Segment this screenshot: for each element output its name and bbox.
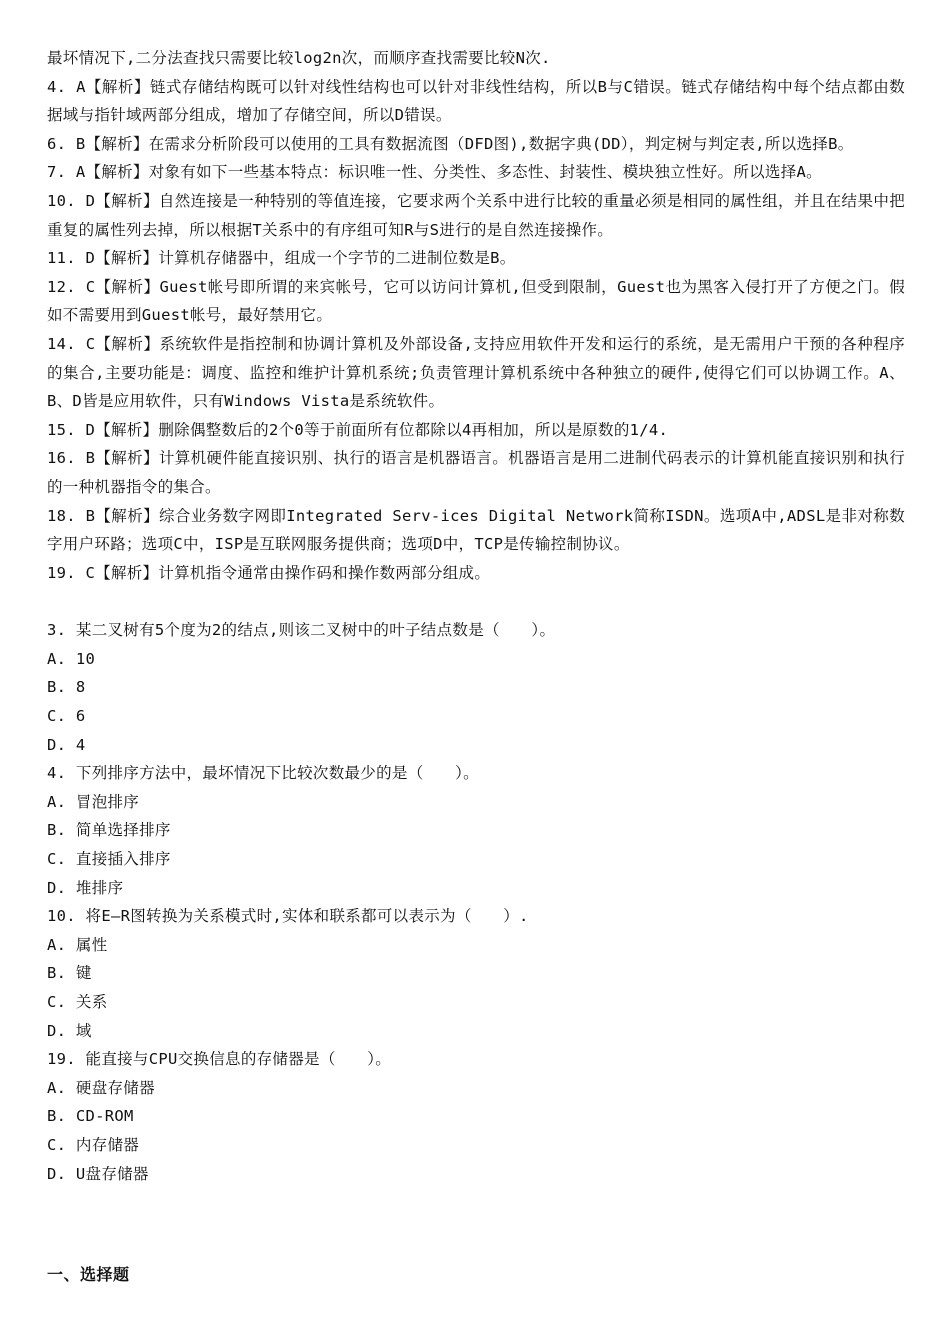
section-heading: 一、选择题 xyxy=(47,1265,130,1284)
question-block xyxy=(47,759,905,902)
answer-explanation: 19. C【解析】计算机指令通常由操作码和操作数两部分组成。 xyxy=(47,563,491,582)
question-option: C. 关系 xyxy=(47,993,108,1011)
question-option: D. 域 xyxy=(47,1021,92,1040)
answer-explanation: 16. B【解析】计算机硬件能直接识别、执行的语言是机器语言。机器语言是用二进制代码表示的计算机能直接识别和执行的一种机器指令的集合。 xyxy=(47,449,905,496)
question-stem: 19. 能直接与CPU交换信息的存储器是（ ）。 xyxy=(47,1050,392,1069)
question-stem: 10. 将E—R图转换为关系模式时,实体和联系都可以表示为（ ）. xyxy=(47,907,529,926)
question-stem: 4. 下列排序方法中，最坏情况下比较次数最少的是（ ）。 xyxy=(47,764,479,783)
question-option: D. 4 xyxy=(47,735,86,754)
question-option: B. 8 xyxy=(47,678,86,697)
question-option: B. CD-ROM xyxy=(47,1107,134,1126)
question-block xyxy=(47,616,905,759)
answer-explanation: 14. C【解析】系统软件是指控制和协调计算机及外部设备,支持应用软件开发和运行的系统，是无需用户干预的各种程序的集合,主要功能是：调度、监控和维护计算机系统;负责管理计算机系统中各种独立的硬件,使得它们可以协调工作。A、B、D皆是应用软件，只有Windows Vista是系统软件。 xyxy=(47,334,905,411)
question-option: C. 内存储器 xyxy=(47,1135,140,1154)
question-option: A. 硬盘存储器 xyxy=(47,1078,155,1097)
answer-explanation: 4. A【解析】链式存储结构既可以针对线性结构也可以针对非线性结构，所以B与C错误。链式存储结构中每个结点都由数据域与指针域两部分组成，增加了存储空间，所以D错误。 xyxy=(47,77,905,125)
question-option: D. 堆排序 xyxy=(47,878,124,897)
question-stem: 3. 某二叉树有5个度为2的结点,则该二叉树中的叶子结点数是（ ）。 xyxy=(47,621,556,640)
question-option: B. 简单选择排序 xyxy=(47,821,171,840)
answer-explanation: 12. C【解析】Guest帐号即所谓的来宾帐号，它可以访问计算机,但受到限制，Guest也为黑客入侵打开了方便之门。假如不需要用到Guest帐号，最好禁用它。 xyxy=(47,277,905,325)
answer-explanation: 7. A【解析】对象有如下一些基本特点：标识唯一性、分类性、多态性、封装性、模块独立性好。所以选择A。 xyxy=(47,163,822,182)
answer-explanation: 11. D【解析】计算机存储器中，组成一个字节的二进制位数是B。 xyxy=(47,249,516,268)
question-option: D. U盘存储器 xyxy=(47,1164,149,1183)
answer-line: 最坏情况下,二分法查找只需要比较log2n次，而顺序查找需要比较N次. xyxy=(47,49,551,67)
question-option: A. 冒泡排序 xyxy=(47,792,140,811)
answer-explanation: 15. D【解析】删除偶整数后的2个0等于前面所有位都除以4再相加，所以是原数的1/4. xyxy=(47,420,669,439)
question-block xyxy=(47,1045,905,1188)
question-option: C. 6 xyxy=(47,707,86,726)
answer-explanation: 10. D【解析】自然连接是一种特别的等值连接，它要求两个关系中进行比较的重量必须是相同的属性组，并且在结果中把重复的属性列去掉，所以根据T关系中的有序组可知R与S进行的是自然连接操作。 xyxy=(47,191,905,239)
answer-explanation: 6. B【解析】在需求分析阶段可以使用的工具有数据流图（DFD图),数据字典(DD），判定树与判定表,所以选择B。 xyxy=(47,134,854,153)
question-option: C. 直接插入排序 xyxy=(47,850,171,869)
question-option: A. 属性 xyxy=(47,935,108,954)
question-block xyxy=(47,902,905,1045)
question-option: B. 键 xyxy=(47,964,92,983)
question-option: A. 10 xyxy=(47,649,96,668)
document-body xyxy=(47,44,905,1188)
spacer xyxy=(47,587,905,616)
answer-explanation: 18. B【解析】综合业务数字网即Integrated Serv-ices Digital Network简称ISDN。选项A中,ADSL是非对称数字用户环路；选项C中，ISP是互联网服务提供商；选项D中，TCP是传输控制协议。 xyxy=(47,506,905,554)
